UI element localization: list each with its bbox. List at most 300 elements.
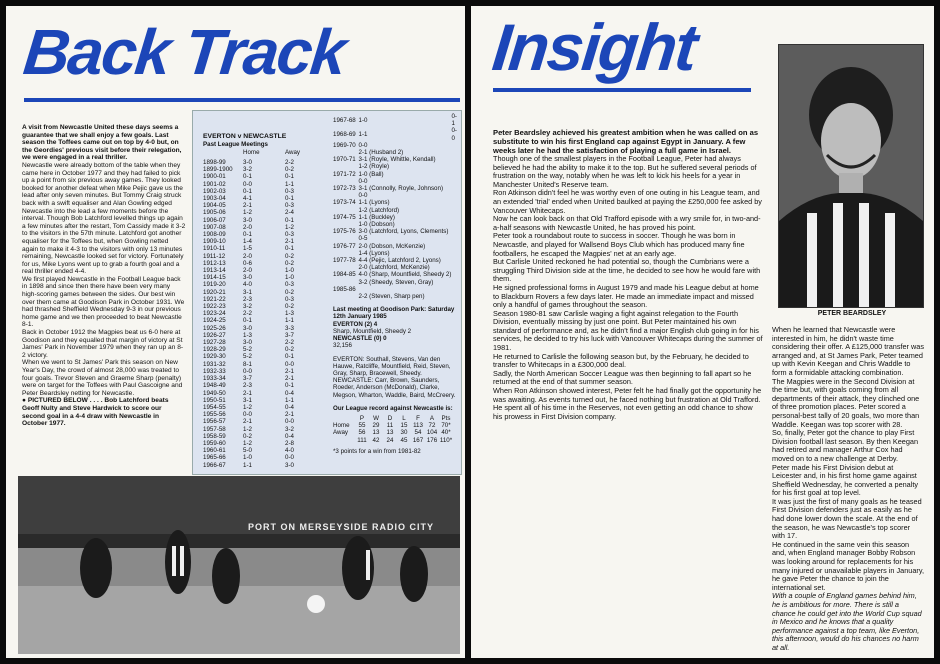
table-cell: 1960-61	[203, 447, 226, 455]
table-cell: 1-3	[285, 310, 294, 318]
table-cell: 2-1	[243, 418, 252, 426]
record-cell: 70*	[441, 422, 451, 430]
table-cell: 1906-07	[203, 216, 226, 224]
table-row	[203, 426, 325, 433]
table-row	[333, 264, 457, 271]
table-cell	[333, 221, 359, 228]
table-cell: 0-1	[285, 245, 294, 253]
record-row	[333, 429, 453, 436]
table-cell: 0-1	[243, 231, 252, 239]
table-cell: 3-3	[285, 324, 294, 332]
table-cell: 2-2 (Steven, Sharp pen)	[358, 293, 425, 301]
table-row	[333, 293, 457, 300]
table-row	[333, 142, 457, 149]
table-cell: 3-0	[243, 274, 252, 282]
record-cell: 167	[412, 436, 424, 444]
table-cell: 1911-12	[203, 252, 226, 260]
intro-paragraph: When we went to St James' Park this season on New Year's Day, the crowd of almost 28,000 was treated to four goals. Trevor Steven and Graeme Sharp (penalty) were on target for the Toffees with Paul Gascoigne and Peter Beardsley netting for Newcastle.	[22, 359, 183, 397]
table-row	[203, 332, 325, 339]
table-cell	[333, 264, 359, 271]
stadium-banner: PORT ON MERSEYSIDE RADIO CITY	[248, 522, 435, 532]
table-cell	[451, 178, 457, 185]
table-row	[203, 440, 325, 447]
table-cell: 0-1	[451, 113, 457, 128]
record-cell: 176	[426, 436, 438, 444]
record-cell: 45	[400, 436, 408, 444]
table-cell: 1908-09	[203, 231, 226, 239]
article-paragraph: He returned to Carlisle the following season but, by the February, he decided to transfer to Whitecaps in a £300,000 deal.	[493, 351, 749, 370]
table-row	[333, 185, 457, 192]
table-cell: 1925-26	[203, 324, 226, 332]
table-cell: 2-1 (Husband 2)	[358, 149, 404, 157]
table-cell: 0-0	[243, 411, 252, 419]
table-row	[203, 433, 325, 440]
table-cell	[333, 163, 359, 170]
table-cell	[451, 250, 457, 257]
table-cell: 2-1	[243, 202, 252, 210]
table-cell: 2-3	[243, 382, 252, 390]
table-cell: 3-0	[243, 339, 252, 347]
meetings-table-continued	[333, 113, 457, 300]
record-cell	[333, 415, 355, 422]
table-row	[333, 207, 457, 214]
table-cell: 1969-70	[333, 141, 356, 149]
record-cell: 30	[400, 429, 408, 437]
table-cell: 2-0 (Latchford, McKenzie)	[358, 264, 430, 272]
table-cell: 1927-28	[203, 339, 226, 347]
left-page	[6, 6, 465, 658]
table-cell: 1932-33	[203, 367, 226, 375]
table-cell: 1-1	[285, 396, 294, 404]
table-row	[203, 159, 325, 166]
table-cell: 0-0	[358, 192, 368, 200]
table-cell: 1-2	[243, 209, 252, 217]
table-row	[203, 325, 325, 332]
table-row	[203, 397, 325, 404]
table-cell: 4-1	[243, 195, 252, 203]
table-row	[203, 368, 325, 375]
table-cell: 3-2	[243, 303, 252, 311]
table-cell: 0-1	[243, 187, 252, 195]
table-cell: 0-2	[285, 259, 294, 267]
table-row	[333, 171, 457, 178]
table-cell	[451, 214, 457, 221]
table-row	[333, 286, 457, 293]
table-cell: 1921-22	[203, 295, 226, 303]
table-cell: 0-0	[358, 177, 368, 185]
table-cell	[451, 264, 457, 271]
table-cell: 8-1	[243, 360, 252, 368]
table-row	[203, 166, 325, 173]
table-cell	[451, 192, 457, 199]
record-cell: 40*	[441, 429, 451, 437]
table-cell: 1923-24	[203, 310, 226, 318]
record-row	[333, 437, 453, 444]
record-cell	[333, 437, 355, 444]
table-cell: 0-4	[285, 389, 294, 397]
table-row	[203, 303, 325, 310]
table-cell: 2-0	[243, 223, 252, 231]
table-row	[203, 245, 325, 252]
table-cell: 1-1 (Buckley)	[358, 213, 395, 221]
last-meeting-everton: EVERTON (2) 4	[333, 320, 378, 328]
table-cell: 1968-69	[333, 131, 356, 138]
table-cell: 1905-06	[203, 209, 226, 217]
table-cell	[451, 257, 457, 264]
table-cell	[451, 207, 457, 214]
table-row	[203, 390, 325, 397]
table-cell: 0-0	[285, 454, 294, 462]
table-row	[203, 188, 325, 195]
table-row	[203, 310, 325, 317]
table-cell: 0-1	[243, 173, 252, 181]
table-cell: 1-1	[358, 131, 368, 138]
table-cell: 1924-25	[203, 317, 226, 325]
table-row	[333, 257, 457, 264]
table-cell: 1967-68	[333, 116, 356, 124]
attendance: 32,156	[333, 342, 352, 350]
record-cell: A	[429, 414, 435, 422]
article-paragraph: It was just the first of many goals as he teased First Division defenders just as easily as he had done lower down the scale. At the end of the season, he was Newcastle's top scorer with 17.	[772, 496, 922, 541]
table-cell: 1929-30	[203, 353, 226, 361]
table-cell: 0-0	[243, 180, 252, 188]
closing-paragraph: With a couple of England games behind him, he is ambitious for more. There is still a chance he could get into the World Cup squad in Mexico and he knows that a quality performance against a top team, like Everton, this afternoon, would do his chances no harm at all.	[772, 591, 922, 652]
table-cell: 1920-21	[203, 288, 226, 296]
record-cell: 29	[372, 422, 380, 430]
table-cell: 1949-50	[203, 389, 226, 397]
table-row	[333, 156, 457, 163]
article-paragraph: When Ron Atkinson showed interest, Peter felt he had finally got the opportunity he was awaiting. As events turned out, he faced nothing but frustration at Old Trafford. He spent all of his time in the Reserves, not even getting an odd chance to show his prowess in First Division company.	[493, 386, 762, 421]
table-cell: 4-0 (Sharp, Mountfield, Sheedy 2)	[358, 271, 452, 279]
table-cell: 1975-76	[333, 228, 356, 236]
table-cell	[359, 286, 452, 293]
table-row	[203, 317, 325, 324]
record-cell: 72	[428, 422, 436, 430]
table-cell: 1958-59	[203, 432, 226, 440]
record-cell: 113	[413, 422, 423, 430]
table-cell: 0-1	[285, 216, 294, 224]
table-cell	[451, 156, 457, 163]
record-row	[333, 422, 453, 429]
table-cell: 1955-56	[203, 411, 226, 419]
article-paragraph: Peter made his First Division debut at Leicester and, in his first home game against Sheffield Wednesday, he converted a penalty for his first goal at top level.	[772, 462, 919, 498]
table-row	[203, 238, 325, 245]
table-cell: 5-2	[243, 353, 252, 361]
article-paragraph: He continued in the same vein this season and, when England manager Bobby Robson was looking around for replacements for his many injured or unavailable players in January, he gave Peter the chance to join the international set.	[772, 539, 924, 592]
table-cell: 4-0	[243, 281, 252, 289]
table-cell: 3-7	[243, 375, 252, 383]
table-cell: 5-2	[243, 346, 252, 354]
intro-article	[22, 124, 186, 428]
table-cell: 1954-55	[203, 403, 226, 411]
table-cell	[333, 207, 359, 214]
table-cell: 1977-78	[333, 257, 356, 265]
table-cell: 1899-1900	[203, 166, 233, 174]
intro-paragraph: A visit from Newcastle United these days seems a guarantee that we shall enjoy a few goals. Last season the Toffees came out on top by 4-0 but, on the Geordies' previous visit before their relegation, we were engaged in a real thriller.	[22, 124, 182, 162]
table-cell: 0-2	[285, 166, 294, 174]
insight-article-col1	[493, 128, 763, 421]
table-cell: 0-4	[285, 432, 294, 440]
table-cell: 1984-85	[333, 271, 356, 279]
table-cell: 2-0	[243, 252, 252, 260]
table-cell: 1974-75	[333, 213, 356, 221]
table-row	[203, 281, 325, 288]
table-cell	[451, 243, 457, 250]
table-cell: 1898-99	[203, 159, 226, 166]
table-cell: 2-1	[285, 375, 294, 383]
article-paragraph: Now he can look back on that Old Trafford episode with a wry smile for, in two-and-a-half seasons with Newcastle United, he has proved his point.	[493, 214, 761, 232]
table-cell: 1-0	[243, 454, 252, 462]
table-cell: 1-2	[243, 439, 252, 447]
table-row	[203, 353, 325, 360]
table-cell: 3-2	[243, 166, 252, 174]
record-row	[333, 415, 453, 422]
last-meeting-title: Last meeting at Goodison Park: Saturday 12th January 1985	[333, 306, 455, 321]
table-cell: 1900-01	[203, 173, 226, 181]
article-paragraph: The Magpies were in the Second Division at the time but, with goals coming from all departments of their attack, they clinched one of three promotion places. Peter scored a personal-best tally of 20 goals, two more than Waddle. Keegan was top scorer with 28.	[772, 376, 920, 429]
table-cell: 1-1 (Lyons)	[358, 199, 390, 207]
table-cell: 1913-14	[203, 267, 226, 275]
record-cell: L	[402, 414, 406, 422]
table-row	[203, 346, 325, 353]
article-paragraph: So, finally, Peter got the chance to play First Division football last season. By then Keegan had retired and manager Arthur Cox had moved on to a new challenge at Derby.	[772, 428, 919, 463]
table-cell	[333, 250, 359, 257]
table-cell: 1914-15	[203, 274, 226, 282]
table-row	[203, 209, 325, 216]
record-cell: Away	[333, 429, 349, 437]
table-cell: 1926-27	[203, 331, 226, 339]
table-cell: 1-2	[243, 425, 252, 433]
table-cell: 2-3	[243, 295, 252, 303]
table-cell: 0-4	[285, 403, 294, 411]
table-cell	[333, 149, 359, 156]
table-cell: 3-1	[243, 288, 252, 296]
table-row	[333, 113, 457, 127]
table-row	[203, 202, 325, 209]
table-cell: 2-1	[285, 411, 294, 419]
table-cell: 0-1	[285, 382, 294, 390]
table-cell: 0-1	[285, 353, 294, 361]
table-row	[333, 250, 457, 257]
table-cell: 3-0	[243, 216, 252, 224]
table-cell	[451, 286, 457, 293]
table-row	[203, 217, 325, 224]
record-cell: Pts	[441, 414, 451, 422]
heading-underline	[24, 98, 460, 102]
table-row	[333, 127, 457, 141]
table-row	[333, 149, 457, 156]
table-cell: 1-1	[285, 180, 294, 188]
table-row	[333, 279, 457, 286]
table-cell: 2-2	[285, 339, 294, 347]
article-paragraph: Ron Atkinson didn't feel he was worthy even of one outing in his League team, and an extended 'trial' ended when United baulked at paying the £250,000 fee asked by Vancouver Whitecaps.	[493, 188, 762, 215]
table-cell: 1-0	[358, 116, 368, 124]
table-cell	[333, 235, 359, 242]
record-cell: F	[416, 414, 420, 422]
table-cell: 1-2 (Latchford)	[358, 206, 400, 214]
table-cell: 2-8	[285, 439, 294, 447]
intro-paragraph: ● PICTURED BELOW . . . . Bob Latchford beats Geoff Nulty and Steve Hardwick to score our second goal in a 4-4 draw with Newcastle in October 1977.	[22, 397, 169, 428]
table-cell: 2-1	[285, 367, 294, 375]
table-cell: 0-1	[285, 195, 294, 203]
table-cell: 1976-77	[333, 242, 356, 250]
table-cell: 1931-32	[203, 360, 226, 368]
table-cell	[451, 293, 457, 300]
table-cell: 1-2	[285, 223, 294, 231]
record-cell: 110*	[439, 436, 453, 444]
table-cell: 0-3	[285, 281, 294, 289]
table-cell: 1903-04	[203, 195, 226, 203]
table-cell	[333, 178, 359, 185]
table-cell: 3-7	[285, 331, 294, 339]
intro-paragraph: Back in October 1912 the Magpies beat us 6-0 here at Goodison and they equalled that margin of victory at St James' Park in November 1979 when they ran up an 8-2 victory.	[22, 329, 184, 359]
table-cell: 1972-73	[333, 185, 356, 193]
table-cell: 1933-34	[203, 375, 226, 383]
table-cell: 1-4 (Lyons)	[358, 249, 390, 257]
lineups: EVERTON: Southall, Stevens, Van den Hauwe, Ratcliffe, Mountfield, Reid, Steven, Gray, Sharp, Bracewell, Sheedy. NEWCASTLE: Carr, Brown, Saunders, Roeder, Anderson (McDonald), Clarke, Megson, Wharton, Waddle, Baird, McCreery.	[333, 355, 456, 399]
table-cell: 4-0	[285, 447, 294, 455]
table-row	[333, 199, 457, 206]
table-cell	[451, 235, 457, 242]
lead-paragraph: Peter Beardsley achieved his greatest ambition when he was called on as substitute to win his first England cap against Egypt in January. A few weeks later he had the satisfaction of playing a full game in Israel.	[493, 128, 759, 155]
page-heading-insight: Insight	[489, 10, 700, 84]
table-cell: 1907-08	[203, 223, 226, 231]
col-home: Home	[243, 149, 260, 156]
article-paragraph: He signed professional forms in August 1979 and made his League debut at home to Blackburn Rovers a few days later. He made an immediate impact and missed only a handful of games throughout the season.	[493, 282, 759, 310]
table-row	[203, 361, 325, 368]
table-row	[203, 231, 325, 238]
table-cell: 3-0 (Latchford, Lyons, Clements)	[358, 228, 449, 236]
page-heading-back-track: Back Track	[20, 16, 349, 88]
table-cell: 0-1	[285, 173, 294, 181]
stats-title: EVERTON v NEWCASTLE	[203, 133, 287, 140]
record-cell: 104	[426, 429, 438, 437]
table-cell: 1928-29	[203, 346, 226, 354]
table-row	[203, 274, 325, 281]
table-cell: 1912-13	[203, 259, 226, 267]
table-cell: 2-0	[243, 267, 252, 275]
programme-spread	[6, 6, 934, 658]
table-cell	[333, 192, 359, 199]
table-row	[203, 418, 325, 425]
article-paragraph: Though one of the smallest players in the Football League, Peter had always believed he had the ability to make it to the top. But he suffered several periods of frustration on the way, notably when he was left to kick his heels for a year in Manchester United's Reserve team.	[493, 154, 757, 189]
table-cell: 1970-71	[333, 156, 356, 164]
table-row	[203, 260, 325, 267]
table-cell	[333, 293, 359, 300]
table-row	[203, 296, 325, 303]
record-cell: 13	[386, 429, 394, 437]
table-cell: 1950-51	[203, 396, 226, 404]
table-row	[203, 462, 325, 469]
table-cell	[451, 271, 457, 278]
article-paragraph: Peter took a roundabout route to success in soccer. Though he was born in Newcastle, and played for Wallsend Boys Club which has produced many fine footballers, he escaped the Magpies' net at an early age.	[493, 231, 745, 258]
record-cell: 56	[358, 429, 366, 437]
table-cell: 1910-11	[203, 245, 226, 253]
table-cell: 2-0 (Dobson, McKenzie)	[358, 242, 426, 250]
table-row	[203, 181, 325, 188]
table-cell: 1901-02	[203, 180, 226, 188]
table-cell: 0-2	[285, 303, 294, 311]
record-cell: W	[373, 414, 379, 422]
table-cell: 0-3	[285, 295, 294, 303]
right-page	[471, 6, 934, 658]
table-cell: 1985-86	[333, 285, 356, 293]
article-paragraph: When he learned that Newcastle were interested in him, he didn't waste time considering their offer. A £125,000 transfer was arranged and, at St James Park, Peter teamed up with Kevin Keegan and Chris Waddle to form a formidable attacking combination.	[772, 325, 924, 377]
table-cell: 1904-05	[203, 202, 226, 210]
table-cell: 3-2 (Sheedy, Steven, Gray)	[358, 278, 434, 286]
table-row	[333, 228, 457, 235]
table-cell: 2-1	[285, 238, 294, 246]
table-cell	[451, 149, 457, 156]
table-cell: 2-2	[243, 310, 252, 318]
intro-paragraph: Newcastle were already bottom of the table when they came here in October 1977 and they had failed to pick up a point from six previous away games. They looked booked for another defeat when Mike Pejic gave us the lead after only seven minutes. But Tommy Craig struck back with a swift equaliser and Alan Gowling edged Newcastle into the lead a few moments before the interval. Though Bob Latchford levelled things up again a few minutes after the restart, Tom Cassidy made it 3-2 to the visitors in the 57th minute. Latchford got another equaliser for the Toffees but, when Gowling netted again to make it 4-3 to the visitors with only 13 minutes remaining, Newcastle looked set for victory. Fortunately for us, Mike Lyons went up to grab a fourth goal and a real thriller ended 4-4.	[22, 161, 186, 276]
table-cell	[333, 279, 359, 286]
table-row	[203, 253, 325, 260]
table-cell: 1922-23	[203, 303, 226, 311]
table-row	[333, 235, 457, 242]
table-cell: 2-1	[243, 389, 252, 397]
table-cell: 0-0	[285, 418, 294, 426]
table-cell	[451, 279, 457, 286]
table-row	[203, 289, 325, 296]
table-row	[203, 195, 325, 202]
table-cell: 1-0	[285, 267, 294, 275]
player-portrait	[778, 44, 924, 308]
table-row	[203, 267, 325, 274]
table-cell: 3-1	[243, 396, 252, 404]
table-cell: 3-2	[285, 425, 294, 433]
table-row	[333, 271, 457, 278]
table-cell: 1965-66	[203, 454, 226, 462]
table-cell: 1948-49	[203, 382, 226, 390]
table-cell: 2-2	[285, 159, 294, 166]
table-cell	[451, 142, 457, 149]
table-row	[333, 243, 457, 250]
table-cell	[451, 163, 457, 170]
record-cell: 55	[358, 422, 366, 430]
table-cell: 1-1	[243, 461, 252, 469]
record-cell: 54	[414, 429, 422, 437]
meetings-table	[203, 159, 325, 469]
col-away: Away	[285, 149, 301, 156]
table-row	[203, 454, 325, 461]
table-cell: 0-3	[285, 231, 294, 239]
table-cell: 1-0 (Ball)	[358, 170, 384, 178]
table-row	[203, 339, 325, 346]
table-cell: 1919-20	[203, 281, 226, 289]
table-cell: 0-1	[243, 317, 252, 325]
table-cell: 0-3	[285, 202, 294, 210]
table-cell	[451, 228, 457, 235]
table-row	[203, 173, 325, 180]
table-cell: 1971-72	[333, 170, 356, 178]
portrait-caption: PETER BEARDSLEY	[817, 310, 887, 317]
table-cell: 1959-60	[203, 439, 226, 447]
table-cell	[451, 221, 457, 228]
table-row	[333, 178, 457, 185]
table-cell: 3-0	[285, 461, 294, 469]
table-cell: 3-0	[243, 159, 252, 166]
record-table	[333, 415, 453, 444]
record-cell: 15	[400, 422, 408, 430]
record-cell: 42	[372, 436, 380, 444]
table-cell: 1-0 (Dobson)	[358, 221, 395, 229]
record-cell: 13	[372, 429, 380, 437]
table-cell: 1-4	[243, 238, 252, 246]
table-cell: 1956-57	[203, 418, 226, 426]
table-cell: 0-0	[285, 360, 294, 368]
last-meeting-newcastle: NEWCASTLE (0) 0	[333, 335, 387, 343]
